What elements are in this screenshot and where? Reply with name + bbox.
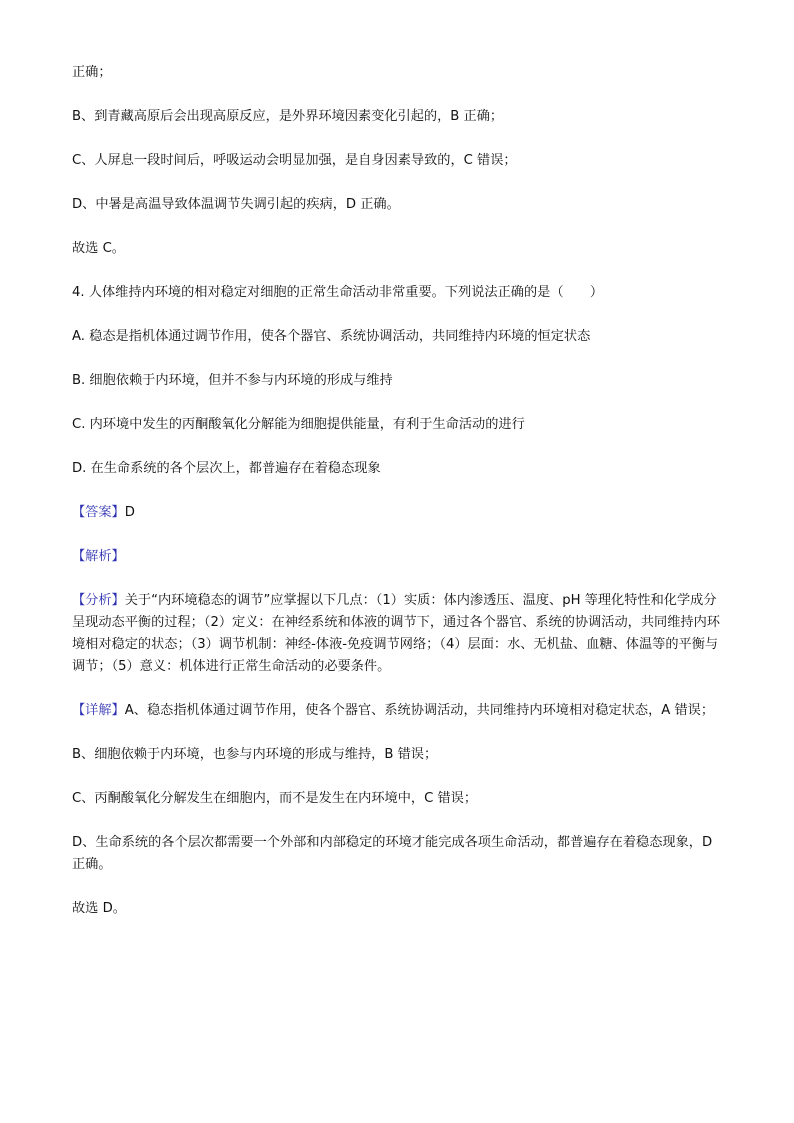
text-line: B、到青藏高原后会出现高原反应，是外界环境因素变化引起的，B 正确； xyxy=(72,109,504,124)
xiangjie-tag: 【详解】 xyxy=(72,703,125,718)
text-line: C、人屏息一段时间后，呼吸运动会明显加强，是自身因素导致的，C 错误； xyxy=(72,153,517,168)
xiangjie-paragraph xyxy=(72,700,724,722)
fenxi-tag: 【分析】 xyxy=(72,593,125,608)
analysis-tag: 【解析】 xyxy=(72,549,125,564)
text-line: 正确； xyxy=(72,65,112,80)
xiangjie-text: A、稳态指机体通过调节作用，使各个器官、系统协调活动，共同维持内环境相对稳定状态，A 错误； xyxy=(124,703,715,718)
option-c: C. 内环境中发生的丙酮酸氧化分解能为细胞提供能量，有利于生命活动的进行 xyxy=(72,417,525,432)
option-b: B. 细胞依赖于内环境，但并不参与内环境的形成与维持 xyxy=(72,373,393,388)
answer-tag: 【答案】 xyxy=(72,505,125,520)
answer-value: D xyxy=(124,505,135,520)
option-d: D. 在生命系统的各个层次上，都普遍存在着稳态现象 xyxy=(72,461,381,476)
answer-line xyxy=(72,502,724,524)
text-line: B、细胞依赖于内环境，也参与内环境的形成与维持，B 错误； xyxy=(72,747,438,762)
document-page xyxy=(72,62,724,920)
text-line: C、丙酮酸氧化分解发生在细胞内，而不是发生在内环境中，C 错误； xyxy=(72,791,478,806)
analysis-heading xyxy=(72,546,724,568)
option-a: A. 稳态是指机体通过调节作用，使各个器官、系统协调活动，共同维持内环境的恒定状态 xyxy=(72,329,591,344)
fenxi-text: 关于“内环境稳态的调节”应掌握以下几点：（1）实质：体内渗透压、温度、pH 等理化特性和化学成分呈现动态平衡的过程；（2）定义：在神经系统和体液的调节下，通过各个器官、系统的协调活动，共同维持内环境相对稳定的状态；（3）调节机制：神经-体液-免疫调节网络；（4）层面：水、无机盐、血糖、体温等的平衡与调节；（5）意义：机体进行正常生命活动的必要条件。 xyxy=(72,593,720,674)
fenxi-paragraph xyxy=(72,590,724,678)
text-line: 故选 C。 xyxy=(72,241,125,256)
text-line: D、中暑是高温导致体温调节失调引起的疾病，D 正确。 xyxy=(72,197,400,212)
question-stem: 4. 人体维持内环境的相对稳定对细胞的正常生命活动非常重要。下列说法正确的是（ ） xyxy=(72,285,604,300)
text-line: 故选 D。 xyxy=(72,901,126,916)
text-line: D、生命系统的各个层次都需要一个外部和内部稳定的环境才能完成各项生命活动，都普遍存在着稳态现象，D 正确。 xyxy=(72,835,713,872)
